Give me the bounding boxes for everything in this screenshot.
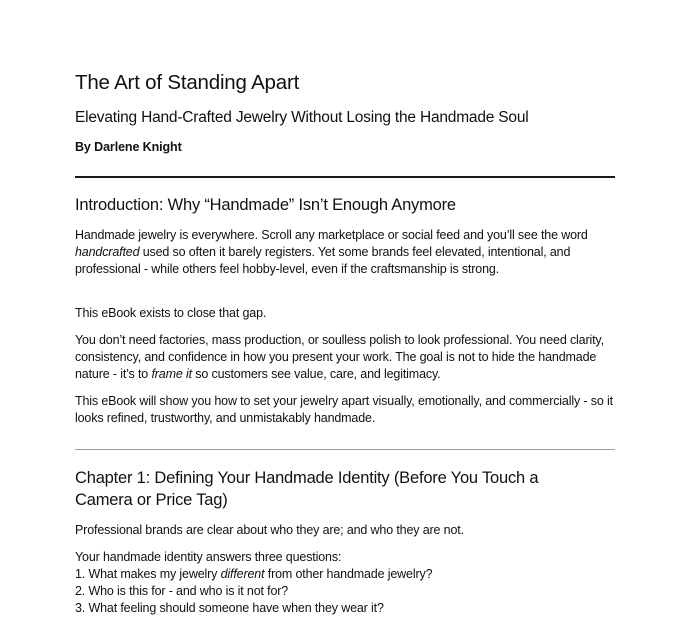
chapter-1-question-2: 2. Who is this for - and who is it not for?	[75, 584, 289, 598]
emphasis-text: frame it	[151, 367, 192, 381]
title-divider	[75, 176, 615, 178]
document-subtitle: Elevating Hand-Crafted Jewelry Without Losing the Handmade Soul	[75, 109, 529, 126]
chapter-1-list-intro: Your handmade identity answers three questions:	[75, 550, 342, 564]
author-byline: By Darlene Knight	[75, 140, 182, 154]
text-run: Handmade jewelry is everywhere. Scroll any marketplace or social feed and you’ll see the word	[75, 228, 588, 242]
chapter-1-question-3: 3. What feeling should someone have when they wear it?	[75, 601, 384, 615]
emphasis-text: different	[220, 567, 265, 581]
intro-paragraph-3	[75, 332, 615, 383]
intro-paragraph-1	[75, 227, 615, 278]
chapter-1-paragraph-1: Professional brands are clear about who they are; and who they are not.	[75, 523, 464, 537]
emphasis-text: handcrafted	[75, 245, 140, 259]
introduction-heading: Introduction: Why “Handmade” Isn’t Enough Anymore	[75, 196, 456, 214]
chapter-1-question-1	[75, 566, 615, 583]
text-run: used so often it barely registers. Yet some brands feel elevated, intentional, and professional - while others feel hobby-level, even if the craftsmanship is strong.	[75, 245, 571, 276]
intro-paragraph-2: This eBook exists to close that gap.	[75, 306, 267, 320]
document-title: The Art of Standing Apart	[75, 71, 300, 94]
text-run: so customers see value, care, and legitimacy.	[191, 367, 441, 381]
chapter-1-heading: Chapter 1: Defining Your Handmade Identity (Before You Touch a Camera or Price Tag)	[75, 469, 539, 509]
intro-paragraph-4: This eBook will show you how to set your jewelry apart visually, emotionally, and commercially - so it looks refined, trustworthy, and unmistakably handmade.	[75, 394, 613, 425]
text-run: You don’t need factories, mass production, or soulless polish to look professional. You need clarity, consistency, and confidence in how you present your work. The goal is not to hide the handmade nature - it’s to	[75, 333, 604, 381]
text-run: 1. What makes my jewelry	[75, 567, 221, 581]
text-run: from other handmade jewelry?	[264, 567, 433, 581]
section-divider	[75, 449, 615, 450]
